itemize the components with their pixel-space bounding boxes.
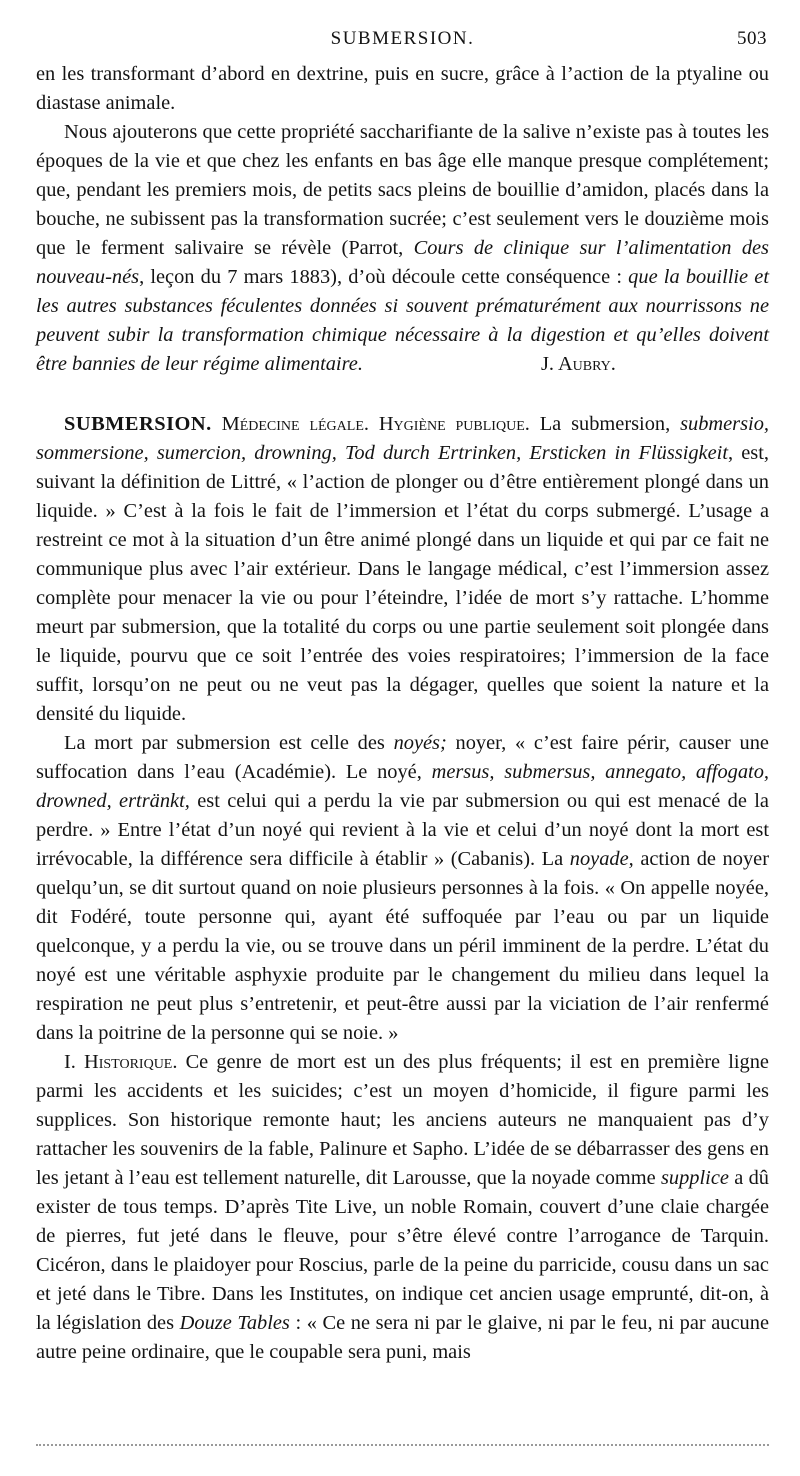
term-list: mersus, submersus, annegato, affogato, drowned, ertränkt, (36, 761, 769, 812)
page-number: 503 (737, 28, 767, 49)
synonyms: submersio, sommersione, sumercion, drowning, Tod durch Ertrinken, Ersticken in Flüssigkeit (36, 413, 769, 464)
saliva-text-2: , leçon du 7 mars 1883), d’où découle cette conséquence : (139, 266, 629, 288)
paragraph-historique (36, 1048, 769, 1367)
footer-dotted-rule (36, 1444, 769, 1446)
noyes-text-3: est celui qui a perdu la vie par submersion ou qui est menacé de la perdre. » Entre l’état d’un noyé qui revient à la vie et celui d’un noyé dont la mort est irrévocable, la différence sera difficile à établir » (Cabanis). La (36, 790, 769, 870)
definition-text: , est, suivant la définition de Littré, « l’action de plonger ou d’être entièrement plongé dans un liquide. » C’est à la fois le fait de l’immersion et l’état du corps submergé. L’usage a restreint ce mot à la situation d’un être animé plongé dans un liquide et qui par ce fait ne communique plus avec l’air extérieur. Dans le langage médical, c’est l’immersion assez complète pour menacer la vie ou pour l’éteindre, l’idée de mort s’y rattache. L’homme meurt par submersion, que la totalité du corps ou une partie seulement soit plongée dans le liquide, pourvu que ce soit l’entrée des voies respiratoires; l’immersion de la face suffit, lorsqu’on ne peut ou ne veut pas la dégager, quelles que soient la nature et la densité du liquide. (36, 442, 769, 725)
paragraph-noyes (36, 729, 769, 1048)
saliva-text: Nous ajouterons que cette propriété saccharifiante de la salive n’existe pas à toutes les époques de la vie et que chez les enfants en bas âge elle manque presque complétement; que, pendant les premiers mois, de petits sacs pleins de bouillie d’amidon, placés dans la bouche, ne subissent pas la transformation sucrée; c’est seulement vers le douzième mois que le ferment salivaire se révèle (Parrot, (36, 121, 769, 259)
term-supplice: supplice (660, 1167, 729, 1189)
noyes-text-4: action de noyer quelqu’un, se dit surtout quand on noie plusieurs personnes à la fois. « On appelle noyée, dit Fodéré, toute personne qui, ayant été suffoquée par l’eau ou par un liquide quelconque, y a perdu la vie, ou se trouve dans un péril imminent de la perdre. L’état du noyé est une véritable asphyxie produite par le changement du milieu dans lequel la respiration ne peut plus s’entretenir, et peut-être aussi par la viciation de l’air renfermé dans la poitrine de la personne qui se noie. » (36, 848, 769, 1044)
continuation-text: en les transformant d’abord en dextrine, puis en sucre, grâce à l’action de la ptyaline ou diastase animale. (36, 63, 769, 114)
article-headword: SUBMERSION. (64, 413, 212, 435)
running-title: SUBMERSION. (330, 28, 475, 49)
article-separator (36, 379, 769, 410)
historique-text: Ce genre de mort est un des plus fréquents; il est en première ligne parmi les accidents et les suicides; c’est un moyen d’homicide, il figure parmi les supplices. Son historique remonte haut; les anciens auteurs ne manquaient pas d’y rattacher les souvenirs de la fable, Palinure et Sapho. L’idée de se débarrasser des gens en les jetant à l’eau est tellement naturelle, dit Larousse, que la noyade comme (36, 1051, 769, 1189)
reference-title: Cours de clinique sur l’alimentation des nouveau-nés (36, 237, 769, 288)
section-label: I. Historique. (64, 1051, 178, 1073)
term-noyes: noyés; (393, 732, 447, 754)
conclusion-text: que la bouillie et les autres substances féculentes données si souvent prématurément aux nourrissons ne peuvent subir la transformation chimique nécessaire à la digestion et qu’elles doivent être bannies de leur régime alimentaire. (36, 266, 769, 375)
running-head (36, 22, 769, 60)
term-noyade: noyade, (569, 848, 634, 870)
noyes-text: La mort par submersion est celle des (64, 732, 394, 754)
term-douze-tables: Douze Tables (179, 1312, 290, 1334)
author-signature: J. Aubry. (540, 353, 616, 375)
page-body (36, 60, 769, 1367)
article-categories: Médecine légale. Hygiène publique. (221, 413, 530, 435)
definition-intro: La submersion, (529, 413, 681, 435)
paragraph-continuation (36, 60, 769, 118)
paragraph-saliva (36, 118, 769, 379)
historique-text-2: a dû exister de tous temps. D’après Tite Live, un noble Romain, couvert d’une claie chargée de pierres, fut jeté dans le fleuve, pour s’être élevé contre l’arrogance de Tarquin. Cicéron, dans le plaidoyer pour Roscius, parle de la peine du parricide, cousu dans un sac et jeté dans le Tibre. Dans les Institutes, on indique cet ancien usage emprunté, dit-on, à la législation des (36, 1167, 769, 1334)
historique-text-3: : « Ce ne sera ni par le glaive, ni par le feu, ni par aucune autre peine ordinaire, que le coupable sera puni, mais (36, 1312, 769, 1363)
paragraph-definition (36, 410, 769, 729)
noyes-text-2: noyer, « c’est faire périr, causer une suffocation dans l’eau (Académie). Le noyé, (36, 732, 769, 783)
